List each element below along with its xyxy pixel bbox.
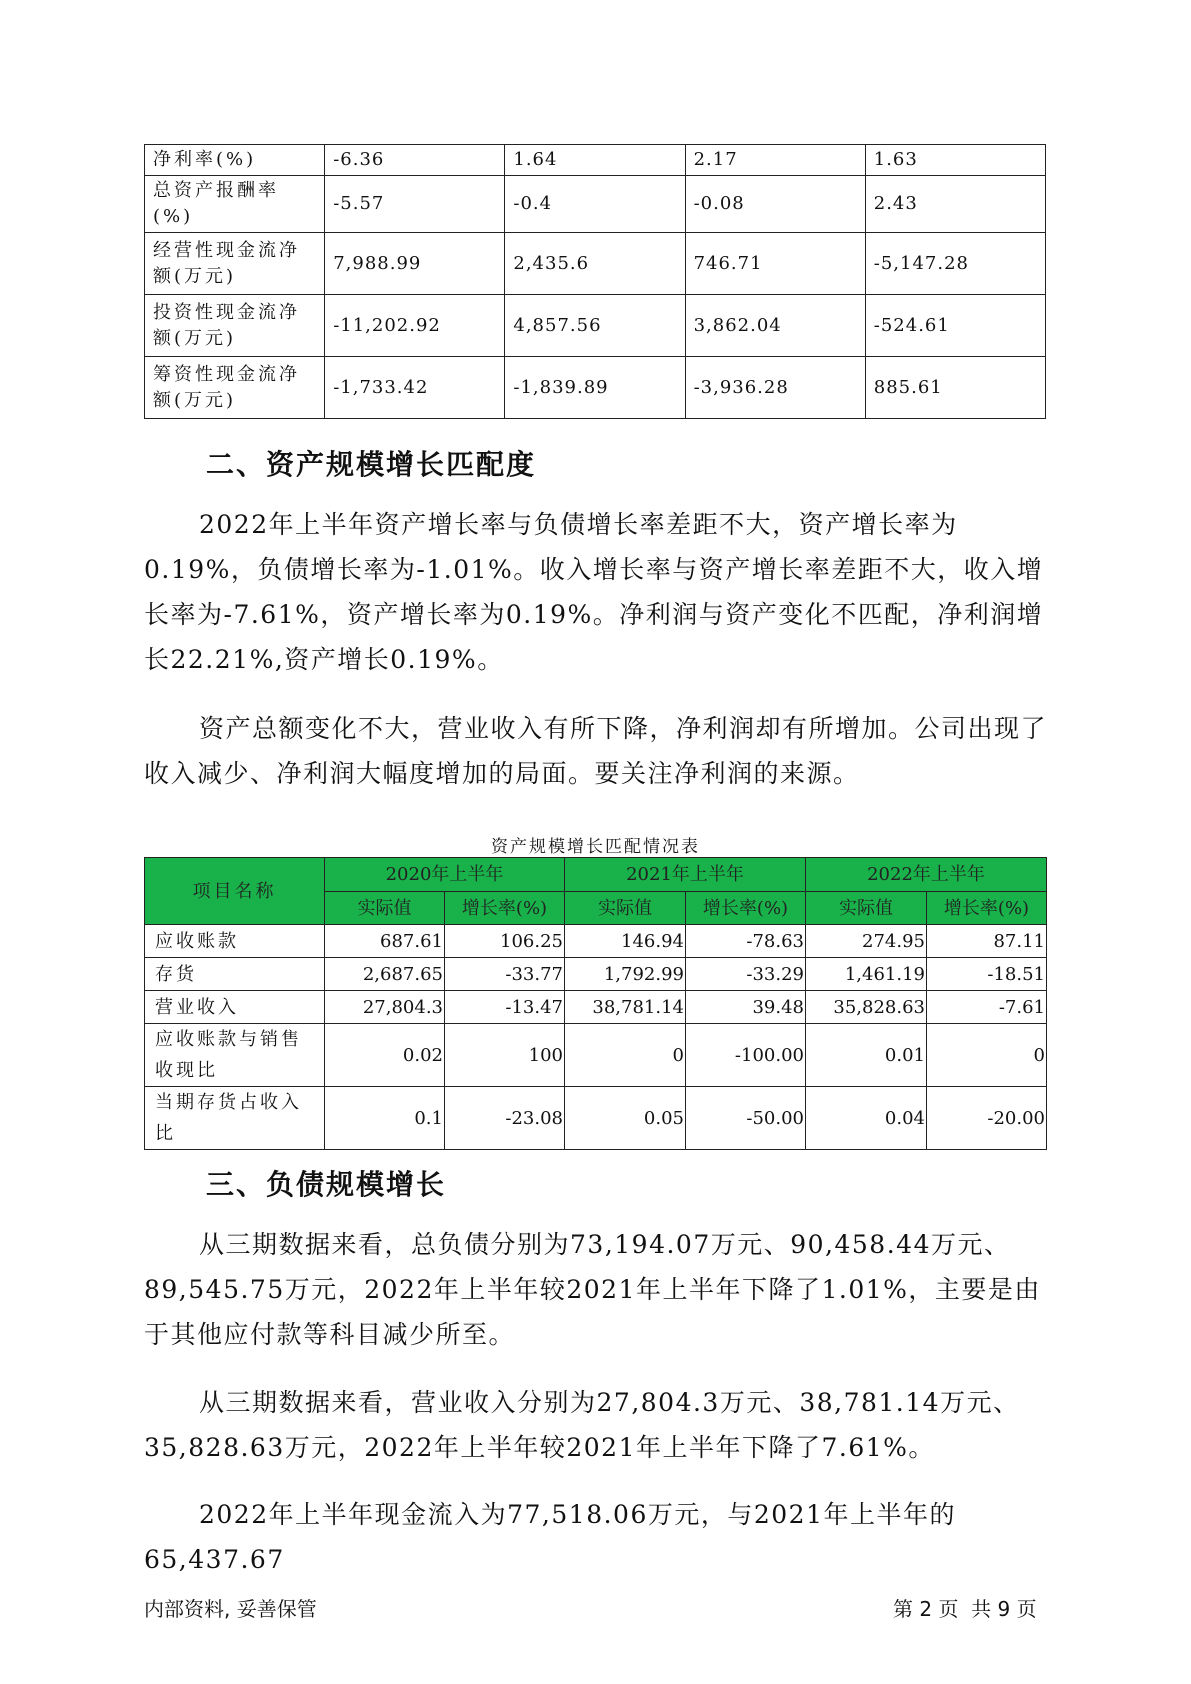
table-cell: -524.61 — [865, 295, 1045, 357]
table-row — [145, 145, 1046, 176]
table-cell: 7,988.99 — [325, 233, 505, 295]
table-cell: 39.48 — [686, 991, 806, 1024]
header-actual: 实际值 — [325, 892, 445, 925]
row-label: 投资性现金流净额(万元) — [145, 295, 325, 357]
table-cell: 0.01 — [806, 1024, 927, 1087]
table-cell: 3,862.04 — [685, 295, 865, 357]
table-row — [145, 1024, 1047, 1087]
table-cell: -50.00 — [686, 1087, 806, 1150]
table-cell: -11,202.92 — [325, 295, 505, 357]
table-cell: 146.94 — [565, 925, 686, 958]
section-heading: 三、负债规模增长 — [206, 1168, 447, 1201]
paragraph: 2022年上半年资产增长率与负债增长率差距不大，资产增长率为0.19%，负债增长率为-1.01%。收入增长率与资产增长率差距不大，收入增长率为-7.61%，资产增长率为0.19%。净利润与资产变化不匹配，净利润增长22.21%,资产增长0.19%。 — [144, 510, 1044, 674]
table-cell: 687.61 — [325, 925, 445, 958]
header-growth: 增长率(%) — [686, 892, 806, 925]
table-cell: 2.17 — [685, 145, 865, 176]
table-cell: -33.29 — [686, 958, 806, 991]
paragraph: 2022年上半年现金流入为77,518.06万元，与2021年上半年的65,437.67 — [144, 1500, 956, 1574]
row-label: 筹资性现金流净额(万元) — [145, 357, 325, 419]
paragraph: 资产总额变化不大，营业收入有所下降，净利润却有所增加。公司出现了收入减少、净利润大幅度增加的局面。要关注净利润的来源。 — [144, 714, 1048, 788]
table-cell: 100 — [445, 1024, 565, 1087]
table-cell: -0.4 — [505, 176, 685, 233]
footer-page-number: 第 2 页 共 9 页 — [893, 1597, 1037, 1621]
financial-indicator-table — [144, 144, 1046, 419]
table-cell: -13.47 — [445, 991, 565, 1024]
table-cell: 27,804.3 — [325, 991, 445, 1024]
header-growth: 增长率(%) — [927, 892, 1047, 925]
table-row — [145, 233, 1046, 295]
header-period: 2020年上半年 — [325, 858, 565, 892]
table-cell: -23.08 — [445, 1087, 565, 1150]
table-cell: -7.61 — [927, 991, 1047, 1024]
table-cell: -1,733.42 — [325, 357, 505, 419]
table-cell: -78.63 — [686, 925, 806, 958]
table-cell: 2,435.6 — [505, 233, 685, 295]
table-caption: 资产规模增长匹配情况表 — [491, 837, 700, 857]
row-label: 存货 — [145, 958, 325, 991]
table-cell: -5,147.28 — [865, 233, 1045, 295]
table-row — [145, 176, 1046, 233]
table-cell: 38,781.14 — [565, 991, 686, 1024]
table-cell: 35,828.63 — [806, 991, 927, 1024]
table-cell: 2.43 — [865, 176, 1045, 233]
table-row — [145, 925, 1047, 958]
table-cell: 1.63 — [865, 145, 1045, 176]
table-cell: -3,936.28 — [685, 357, 865, 419]
paragraph: 从三期数据来看，营业收入分别为27,804.3万元、38,781.14万元、35,828.63万元，2022年上半年较2021年上半年下降了7.61%。 — [144, 1388, 1020, 1462]
row-label: 总资产报酬率(%) — [145, 176, 325, 233]
table-cell: 274.95 — [806, 925, 927, 958]
table-row — [145, 958, 1047, 991]
table-cell: 87.11 — [927, 925, 1047, 958]
row-label: 净利率(%) — [145, 145, 325, 176]
table-cell: 1,792.99 — [565, 958, 686, 991]
table-cell: 0 — [927, 1024, 1047, 1087]
row-label: 营业收入 — [145, 991, 325, 1024]
table-cell: 1.64 — [505, 145, 685, 176]
table-cell: 1,461.19 — [806, 958, 927, 991]
table-cell: -20.00 — [927, 1087, 1047, 1150]
section-heading: 二、资产规模增长匹配度 — [206, 448, 537, 481]
paragraph: 从三期数据来看，总负债分别为73,194.07万元、90,458.44万元、89,545.75万元，2022年上半年较2021年上半年下降了1.01%，主要是由于其他应付款等科目减少所至。 — [144, 1230, 1041, 1349]
header-actual: 实际值 — [806, 892, 927, 925]
table-cell: 0 — [565, 1024, 686, 1087]
header-period: 2022年上半年 — [806, 858, 1047, 892]
table-cell: -1,839.89 — [505, 357, 685, 419]
table-cell: 0.05 — [565, 1087, 686, 1150]
table-row — [145, 357, 1046, 419]
row-label: 应收账款与销售收现比 — [145, 1024, 325, 1087]
table-cell: -0.08 — [685, 176, 865, 233]
row-label: 应收账款 — [145, 925, 325, 958]
table-cell: 2,687.65 — [325, 958, 445, 991]
table-cell: -18.51 — [927, 958, 1047, 991]
footer-confidential-note: 内部资料, 妥善保管 — [144, 1597, 317, 1621]
asset-growth-table — [144, 857, 1047, 1150]
table-row — [145, 295, 1046, 357]
row-label: 当期存货占收入比 — [145, 1087, 325, 1150]
table-cell: 0.04 — [806, 1087, 927, 1150]
table-row — [145, 991, 1047, 1024]
header-growth: 增长率(%) — [445, 892, 565, 925]
table-cell: 746.71 — [685, 233, 865, 295]
table-cell: 885.61 — [865, 357, 1045, 419]
table-cell: 106.25 — [445, 925, 565, 958]
table-row — [145, 1087, 1047, 1150]
table-cell: -5.57 — [325, 176, 505, 233]
header-row — [145, 858, 1047, 892]
header-actual: 实际值 — [565, 892, 686, 925]
table-cell: 0.1 — [325, 1087, 445, 1150]
table-cell: -100.00 — [686, 1024, 806, 1087]
table-cell: 4,857.56 — [505, 295, 685, 357]
header-period: 2021年上半年 — [565, 858, 806, 892]
header-item-name: 项目名称 — [145, 858, 325, 925]
table-cell: -33.77 — [445, 958, 565, 991]
table-cell: 0.02 — [325, 1024, 445, 1087]
row-label: 经营性现金流净额(万元) — [145, 233, 325, 295]
table-cell: -6.36 — [325, 145, 505, 176]
